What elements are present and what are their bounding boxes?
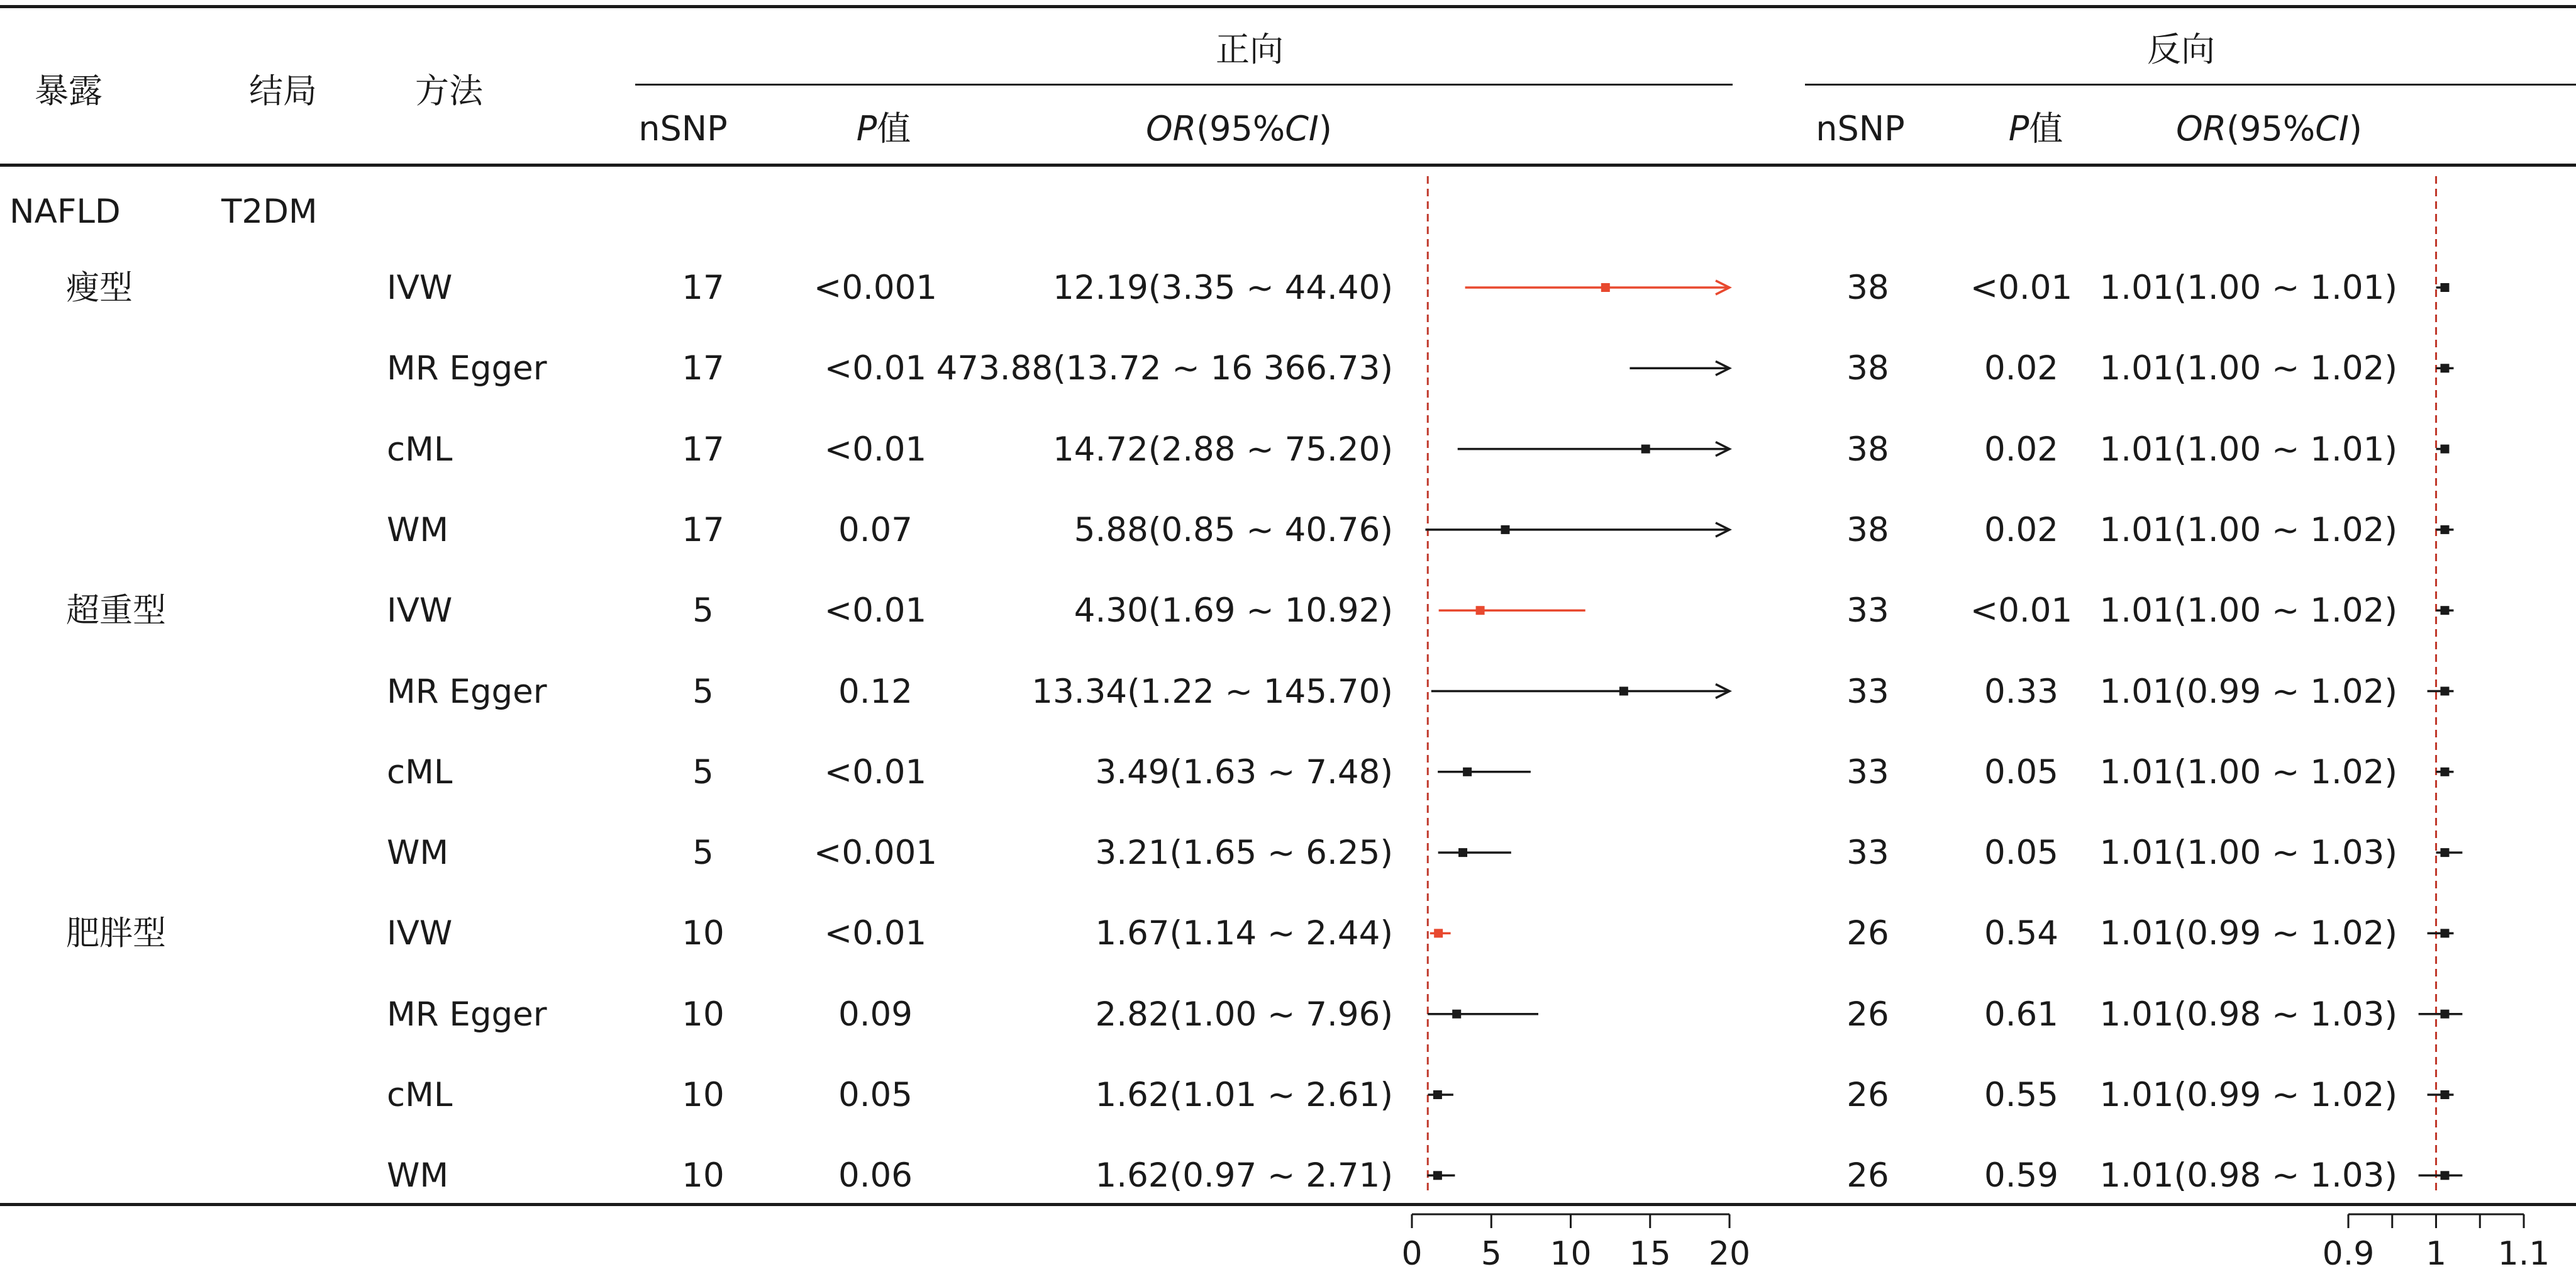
forward-point [1434,929,1443,937]
forward-p-value: 0.07 [838,510,913,549]
forward-point [1463,768,1472,776]
reverse-p-value: 0.55 [1984,1076,2059,1114]
header-outcome: 结局 [249,71,317,111]
forward-point [1641,445,1650,454]
reverse-or-ci: 1.01(1.00 ~ 1.02) [2099,752,2397,791]
forward-p-value: <0.001 [813,269,938,307]
method-label: cML [387,752,453,791]
reverse-nsnp: 26 [1846,995,1889,1034]
reverse-nsnp: 38 [1846,510,1889,549]
exposure-label: NAFLD [9,193,121,231]
method-label: IVW [387,591,453,630]
reverse-point [2440,525,2449,534]
reverse-nsnp: 33 [1846,834,1889,873]
forward-tick-label: 20 [1708,1235,1751,1269]
reverse-tick-label: 1 [2425,1235,2447,1269]
header-nsnp-reverse: nSNP [1816,109,1905,148]
forward-or-ci: 4.30(1.69 ~ 10.92) [1074,591,1393,630]
header-p-reverse: P值 [2008,109,2063,148]
group-label: 超重型 [66,591,166,630]
reverse-nsnp: 33 [1846,672,1889,711]
method-label: IVW [387,914,453,953]
method-label: cML [387,430,453,469]
method-label: WM [387,1156,449,1195]
forward-tick-label: 5 [1480,1235,1502,1269]
method-label: WM [387,834,449,873]
reverse-point [2440,848,2449,857]
reverse-tick-label: 1.1 [2497,1235,2550,1269]
reverse-or-ci: 1.01(1.00 ~ 1.02) [2099,510,2397,549]
reverse-point [2440,1090,2449,1099]
forward-nsnp: 17 [682,510,724,549]
forward-nsnp: 10 [682,1076,724,1114]
forward-tick-label: 10 [1550,1235,1592,1269]
reverse-point [2440,768,2449,776]
reverse-point [2440,606,2449,615]
header-reverse: 反向 [2147,30,2215,69]
reverse-nsnp: 26 [1846,1076,1889,1114]
reverse-nsnp: 38 [1846,269,1889,307]
forward-p-value: <0.001 [813,834,938,873]
reverse-p-value: 0.33 [1984,672,2059,711]
outcome-label: T2DM [221,193,318,231]
reverse-p-value: 0.02 [1984,349,2059,388]
reverse-p-value: 0.02 [1984,430,2059,469]
reverse-p-value: 0.59 [1984,1156,2059,1195]
method-label: MR Egger [387,672,547,711]
reverse-or-ci: 1.01(0.99 ~ 1.02) [2099,1076,2397,1114]
forward-nsnp: 5 [692,591,714,630]
reverse-nsnp: 38 [1846,349,1889,388]
reverse-point [2440,364,2449,372]
header-method: 方法 [415,71,483,111]
forward-or-ci: 473.88(13.72 ~ 16 366.73) [936,349,1393,388]
forward-p-value: 0.06 [838,1156,913,1195]
forward-or-ci: 5.88(0.85 ~ 40.76) [1074,510,1393,549]
method-label: MR Egger [387,349,547,388]
reverse-p-value: 0.02 [1984,510,2059,549]
reverse-or-ci: 1.01(1.00 ~ 1.02) [2099,591,2397,630]
reverse-point [2440,929,2449,937]
forward-p-value: 0.05 [838,1076,913,1114]
forward-nsnp: 17 [682,349,724,388]
forward-p-value: <0.01 [824,752,927,791]
forward-or-ci: 12.19(3.35 ~ 44.40) [1053,269,1393,307]
forward-nsnp: 10 [682,1156,724,1195]
forward-nsnp: 10 [682,995,724,1034]
forward-p-value: 0.12 [838,672,913,711]
forward-or-ci: 1.62(0.97 ~ 2.71) [1095,1156,1393,1195]
forward-or-ci: 13.34(1.22 ~ 145.70) [1031,672,1393,711]
header-forward: 正向 [1216,30,1284,69]
forward-point [1452,1010,1461,1019]
group-label: 肥胖型 [66,914,166,953]
forward-or-ci: 2.82(1.00 ~ 7.96) [1095,995,1393,1034]
forward-or-ci: 1.62(1.01 ~ 2.61) [1095,1076,1393,1114]
forward-p-value: 0.09 [838,995,913,1034]
forward-nsnp: 17 [682,269,724,307]
forward-point [1601,283,1610,292]
forward-point [1501,525,1509,534]
forward-point [1433,1090,1442,1099]
group-label: 瘦型 [66,269,133,307]
reverse-or-ci: 1.01(0.98 ~ 1.03) [2099,995,2397,1034]
reverse-p-value: 0.05 [1984,834,2059,873]
reverse-nsnp: 38 [1846,430,1889,469]
header-p-forward: P值 [856,109,911,148]
reverse-or-ci: 1.01(1.00 ~ 1.01) [2099,269,2397,307]
reverse-p-value: 0.05 [1984,752,2059,791]
reverse-nsnp: 33 [1846,591,1889,630]
reverse-p-value: 0.61 [1984,995,2059,1034]
reverse-or-ci: 1.01(0.98 ~ 1.03) [2099,1156,2397,1195]
forward-or-ci: 3.49(1.63 ~ 7.48) [1095,752,1393,791]
forward-nsnp: 5 [692,672,714,711]
forward-p-value: <0.01 [824,914,927,953]
reverse-p-value: <0.01 [1970,591,2073,630]
forward-nsnp: 10 [682,914,724,953]
forward-p-value: <0.01 [824,430,927,469]
reverse-point [2440,1171,2449,1180]
reverse-tick-label: 0.9 [2322,1235,2375,1269]
method-label: MR Egger [387,995,547,1034]
forward-or-ci: 14.72(2.88 ~ 75.20) [1053,430,1393,469]
reverse-or-ci: 1.01(1.00 ~ 1.01) [2099,430,2397,469]
reverse-point [2440,687,2449,696]
forward-point [1458,848,1467,857]
forward-p-value: <0.01 [824,591,927,630]
reverse-or-ci: 1.01(1.00 ~ 1.03) [2099,834,2397,873]
reverse-p-value: <0.01 [1970,269,2073,307]
reverse-or-ci: 1.01(0.99 ~ 1.02) [2099,914,2397,953]
reverse-or-ci: 1.01(0.99 ~ 1.02) [2099,672,2397,711]
header-nsnp-forward: nSNP [638,109,728,148]
forward-point [1476,606,1485,615]
reverse-nsnp: 26 [1846,914,1889,953]
reverse-point [2440,283,2449,292]
forward-p-value: <0.01 [824,349,927,388]
forward-or-ci: 1.67(1.14 ~ 2.44) [1095,914,1393,953]
reverse-point [2440,1010,2449,1019]
header-or-reverse: OR(95%CI) [2176,109,2362,148]
header-or-forward: OR(95%CI) [1146,109,1332,148]
forward-tick-label: 15 [1629,1235,1671,1269]
reverse-point [2440,445,2449,454]
reverse-nsnp: 33 [1846,752,1889,791]
forward-or-ci: 3.21(1.65 ~ 6.25) [1095,834,1393,873]
forward-point [1619,687,1628,696]
header-exposure: 暴露 [35,71,103,111]
forward-nsnp: 5 [692,834,714,873]
forward-point [1433,1171,1442,1180]
reverse-nsnp: 26 [1846,1156,1889,1195]
reverse-or-ci: 1.01(1.00 ~ 1.02) [2099,349,2397,388]
forward-nsnp: 5 [692,752,714,791]
reverse-p-value: 0.54 [1984,914,2059,953]
forward-nsnp: 17 [682,430,724,469]
method-label: cML [387,1076,453,1114]
method-label: WM [387,510,449,549]
forward-tick-label: 0 [1401,1235,1423,1269]
method-label: IVW [387,269,453,307]
